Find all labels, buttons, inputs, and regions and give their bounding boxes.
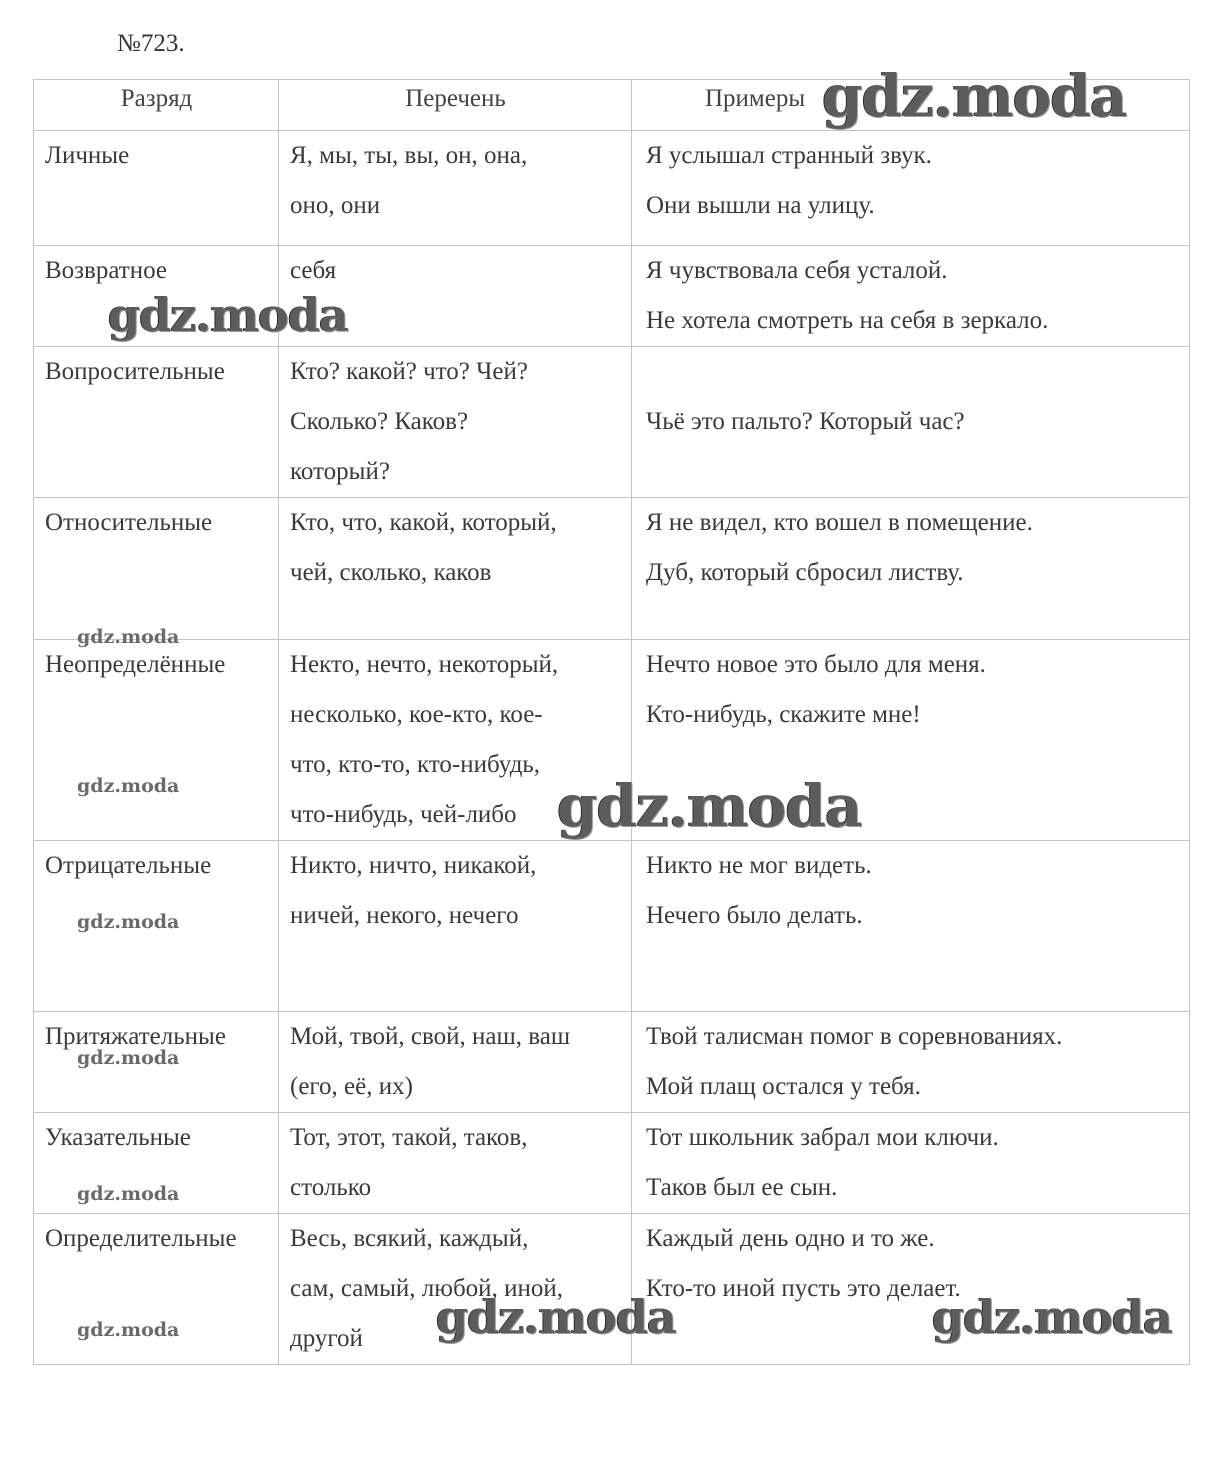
- example-line: Я услышал странный звук.: [646, 142, 932, 169]
- table-row: [34, 131, 1190, 246]
- category-label: Притяжательные: [45, 1023, 226, 1050]
- list-line: оно, они: [290, 192, 381, 219]
- table-row: [34, 1012, 1190, 1113]
- category-label: Отрицательные: [45, 852, 212, 879]
- task-number: №723.: [117, 30, 185, 57]
- list-cell: [279, 1113, 632, 1214]
- examples-cell: [632, 131, 1190, 246]
- table-row: [34, 498, 1190, 640]
- example-line: Я не видел, кто вошел в помещение.: [646, 509, 1033, 536]
- example-line: Дуб, который сбросил листву.: [646, 559, 964, 586]
- category-label: Указательные: [45, 1124, 191, 1151]
- examples-cell: [632, 841, 1190, 1012]
- table-row: [34, 1113, 1190, 1214]
- watermark-logo: gdz.moda: [557, 772, 862, 840]
- category-label: Определительные: [45, 1225, 237, 1252]
- example-line: Не хотела смотреть на себя в зеркало.: [646, 307, 1049, 334]
- category-cell: [34, 1214, 279, 1365]
- list-line: столько: [290, 1174, 372, 1201]
- watermark-logo: gdz.moda: [77, 1319, 180, 1341]
- watermark-logo: gdz.moda: [77, 1183, 180, 1205]
- example-line: Нечего было делать.: [646, 902, 863, 929]
- list-cell: [279, 498, 632, 640]
- example-line: Кто-то иной пусть это делает.: [646, 1275, 961, 1302]
- watermark-logo: gdz.moda: [77, 775, 180, 797]
- watermark-logo: gdz.moda: [108, 288, 348, 342]
- category-label: Относительные: [45, 509, 213, 536]
- list-line: который?: [290, 458, 390, 485]
- watermark-logo: gdz.moda: [77, 911, 180, 933]
- watermark-logo: gdz.moda: [436, 1290, 676, 1344]
- watermark-logo: gdz.moda: [932, 1290, 1172, 1344]
- table-row: [34, 841, 1190, 1012]
- list-line: несколько, кое-кто, кое-: [290, 701, 543, 728]
- list-line: Мой, твой, свой, наш, ваш: [290, 1023, 571, 1050]
- example-line: Твой талисман помог в соревнованиях.: [646, 1023, 1063, 1050]
- list-line: что-нибудь, чей-либо: [290, 801, 517, 828]
- header-list: Перечень: [279, 80, 632, 131]
- example-line: Они вышли на улицу.: [646, 192, 875, 219]
- category-cell: [34, 640, 279, 841]
- table-row: [34, 347, 1190, 498]
- watermark-logo: gdz.moda: [77, 626, 180, 648]
- list-line: себя: [290, 257, 337, 284]
- category-label: Неопределённые: [45, 651, 226, 678]
- example-line: Чьё это пальто? Который час?: [646, 408, 965, 435]
- list-cell: [279, 131, 632, 246]
- example-line: Кто-нибудь, скажите мне!: [646, 701, 921, 728]
- list-line: ничей, некого, нечего: [290, 902, 519, 929]
- example-line: Я чувствовала себя усталой.: [646, 257, 948, 284]
- watermark-logo: gdz.moda: [77, 1047, 180, 1069]
- pronoun-table: [33, 79, 1190, 1365]
- watermark-logo: gdz.moda: [822, 62, 1127, 130]
- category-label: Личные: [45, 142, 130, 169]
- category-cell: [34, 347, 279, 498]
- example-line: Тот школьник забрал мои ключи.: [646, 1124, 999, 1151]
- example-line: Нечто новое это было для меня.: [646, 651, 986, 678]
- list-cell: [279, 1012, 632, 1113]
- header-examples: Примеры: [632, 80, 1190, 131]
- example-line: Никто не мог видеть.: [646, 852, 872, 879]
- category-label: Вопросительные: [45, 358, 225, 385]
- examples-cell: [632, 1012, 1190, 1113]
- examples-cell: [632, 498, 1190, 640]
- list-line: другой: [290, 1325, 363, 1352]
- list-cell: [279, 841, 632, 1012]
- example-line: [646, 347, 1179, 397]
- list-line: Кто, что, какой, который,: [290, 509, 557, 536]
- category-cell: [34, 131, 279, 246]
- list-line: Тот, этот, такой, таков,: [290, 1124, 528, 1151]
- list-line: (его, её, их): [290, 1073, 413, 1100]
- category-label: Возвратное: [45, 257, 168, 284]
- list-line: Я, мы, ты, вы, он, она,: [290, 142, 528, 169]
- list-line: Некто, нечто, некоторый,: [290, 651, 559, 678]
- examples-cell: [632, 1113, 1190, 1214]
- list-line: сам, самый, любой, иной,: [290, 1275, 563, 1302]
- example-line: Таков был ее сын.: [646, 1174, 838, 1201]
- example-line: Мой плащ остался у тебя.: [646, 1073, 921, 1100]
- examples-cell: [632, 246, 1190, 347]
- examples-cell: [632, 347, 1190, 498]
- list-cell: [279, 347, 632, 498]
- header-category: Разряд: [34, 80, 279, 131]
- example-line: Каждый день одно и то же.: [646, 1225, 935, 1252]
- list-line: Весь, всякий, каждый,: [290, 1225, 529, 1252]
- list-line: Кто? какой? что? Чей?: [290, 358, 528, 385]
- list-line: чей, сколько, каков: [290, 559, 492, 586]
- list-line: Сколько? Каков?: [290, 408, 469, 435]
- list-line: Никто, ничто, никакой,: [290, 852, 537, 879]
- category-cell: [34, 498, 279, 640]
- list-line: что, кто-то, кто-нибудь,: [290, 751, 541, 778]
